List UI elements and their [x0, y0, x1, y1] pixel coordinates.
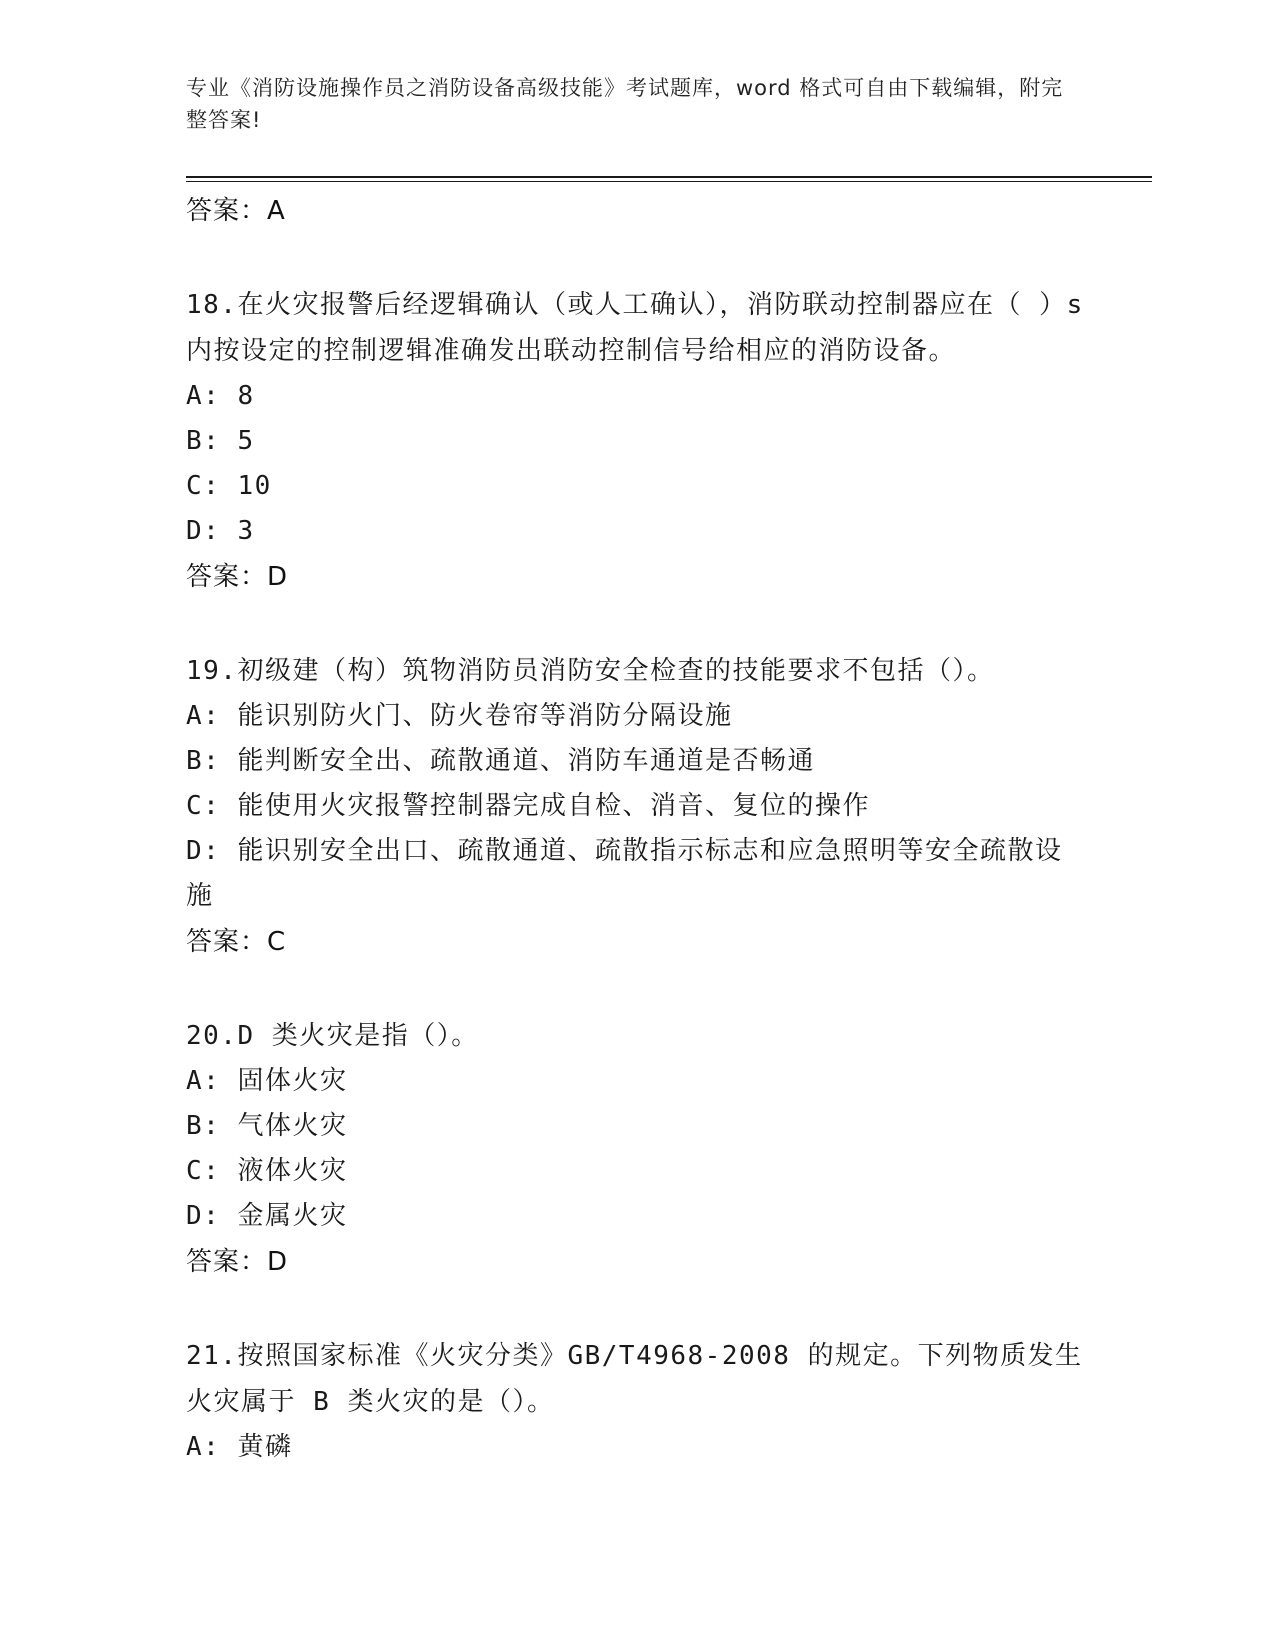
option-b: B: 气体火灾: [186, 1111, 348, 1141]
question-stem: 19.初级建（构）筑物消防员消防安全检查的技能要求不包括（）。: [186, 656, 995, 686]
question-19: [186, 648, 1086, 965]
option-a: A: 8: [186, 381, 255, 411]
question-stem: 18.在火灾报警后经逻辑确认（或人工确认），消防联动控制器应在（ ）s 内按设定的控制逻辑准确发出联动控制信号给相应的消防设备。: [186, 290, 1084, 366]
option-b: B: 能判断安全出、疏散通道、消防车通道是否畅通: [186, 746, 815, 776]
option-c: C: 10: [186, 471, 272, 501]
option-d: D: 能识别安全出口、疏散通道、疏散指示标志和应急照明等安全疏散设施: [186, 836, 1063, 911]
spacer: [186, 1285, 1086, 1333]
answer-line: 答案：D: [186, 1247, 289, 1277]
question-20: [186, 1013, 1086, 1285]
option-d: D: 金属火灾: [186, 1201, 348, 1231]
option-d: D: 3: [186, 516, 255, 546]
document-header: 专业《消防设施操作员之消防设备高级技能》考试题库，word 格式可自由下载编辑，附完整答案!: [186, 76, 1064, 132]
answer-line: 答案：C: [186, 927, 287, 957]
header-divider: [186, 176, 1152, 178]
spacer: [186, 600, 1086, 648]
option-c: C: 能使用火灾报警控制器完成自检、消音、复位的操作: [186, 791, 870, 821]
option-a: A: 固体火灾: [186, 1066, 348, 1096]
question-stem: 20.D 类火灾是指（）。: [186, 1021, 479, 1051]
option-c: C: 液体火灾: [186, 1156, 348, 1186]
header-divider-thin: [186, 181, 1152, 182]
option-a: A: 黄磷: [186, 1432, 293, 1462]
question-18: [186, 282, 1086, 600]
option-b: B: 5: [186, 426, 255, 456]
option-a: A: 能识别防火门、防火卷帘等消防分隔设施: [186, 701, 733, 731]
question-21: [186, 1333, 1086, 1470]
question-list: [186, 188, 1086, 1470]
answer-line: 答案：A: [186, 196, 286, 226]
question-stem: 21.按照国家标准《火灾分类》GB/T4968-2008 的规定。下列物质发生火灾属于 B 类火灾的是（）。: [186, 1341, 1083, 1417]
spacer: [186, 965, 1086, 1013]
answer-line: 答案：D: [186, 562, 289, 592]
spacer: [186, 234, 1086, 282]
